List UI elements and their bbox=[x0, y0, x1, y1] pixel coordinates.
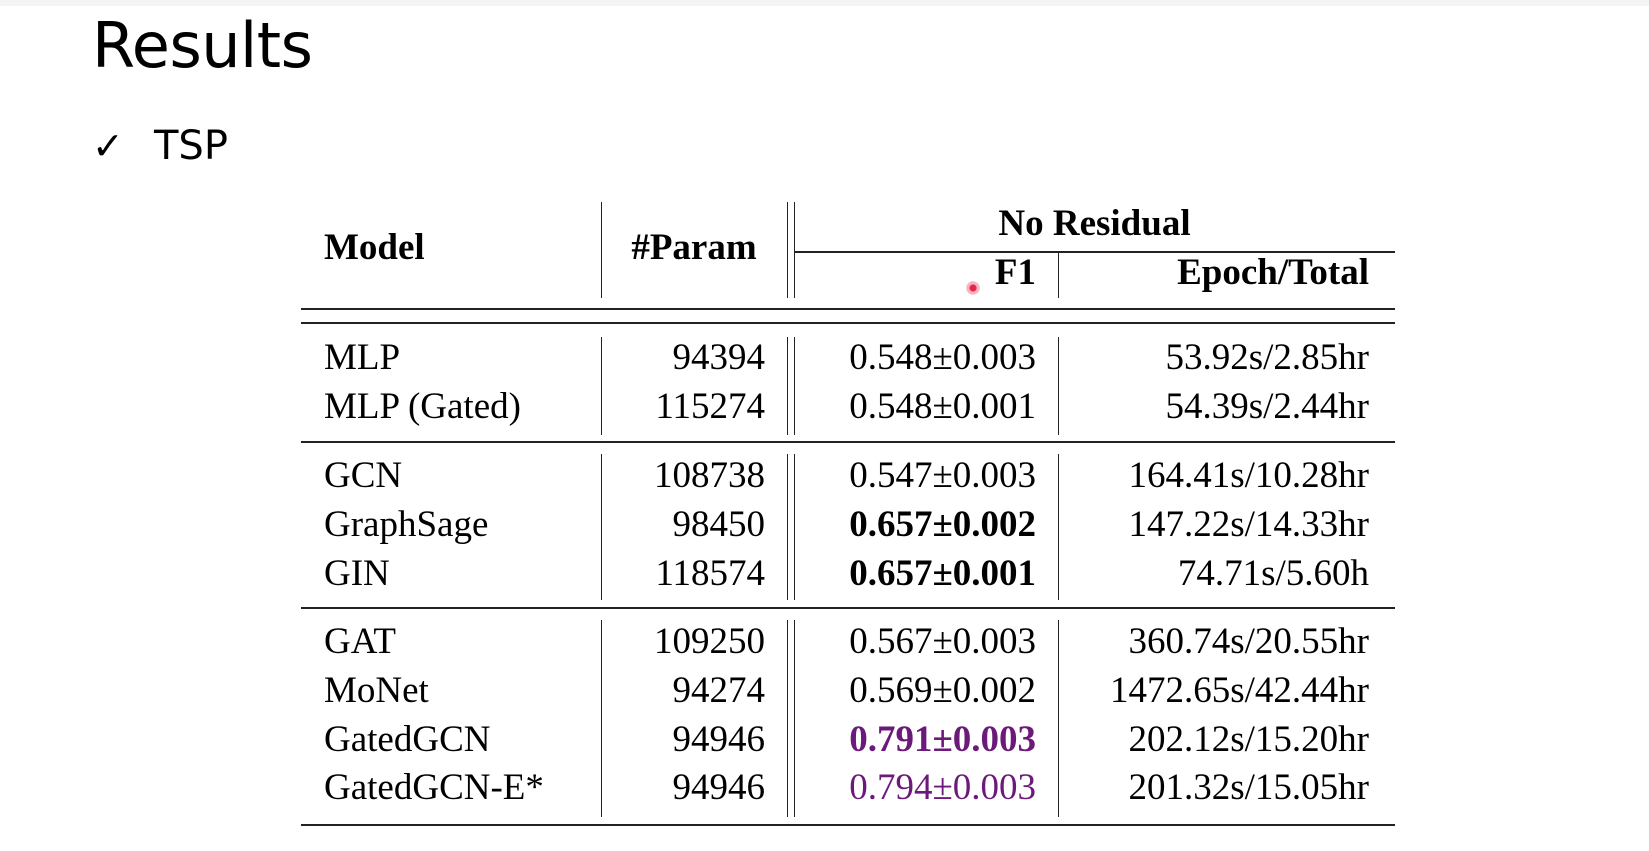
col-sep bbox=[787, 620, 788, 817]
col-sep-model bbox=[601, 202, 602, 298]
cell-model: GraphSage bbox=[324, 504, 489, 545]
cell-f1: 0.547±0.003 bbox=[849, 455, 1036, 496]
header-rule-2 bbox=[301, 322, 1395, 324]
cell-param: 94274 bbox=[672, 670, 765, 711]
cell-param: 109250 bbox=[654, 621, 765, 662]
col-sep bbox=[601, 620, 602, 817]
cell-param: 98450 bbox=[672, 504, 765, 545]
col-sep bbox=[787, 454, 788, 600]
bullet-text: TSP bbox=[154, 123, 228, 169]
col-sep-f1 bbox=[1058, 253, 1059, 298]
cell-time: 201.32s/15.05hr bbox=[1128, 767, 1369, 808]
cell-time: 74.71s/5.60h bbox=[1177, 553, 1369, 594]
cell-model: GAT bbox=[324, 621, 396, 662]
cell-time: 53.92s/2.85hr bbox=[1165, 337, 1369, 378]
slide-title: Results bbox=[92, 9, 313, 82]
cell-f1: 0.657±0.002 bbox=[849, 504, 1036, 545]
cell-param: 94946 bbox=[672, 719, 765, 760]
col-sep bbox=[1058, 454, 1059, 600]
header-no-residual: No Residual bbox=[998, 203, 1191, 244]
cell-time: 360.74s/20.55hr bbox=[1128, 621, 1369, 662]
cell-time: 147.22s/14.33hr bbox=[1128, 504, 1369, 545]
col-sep bbox=[787, 337, 788, 435]
col-sep bbox=[1058, 337, 1059, 435]
cell-f1: 0.657±0.001 bbox=[849, 553, 1036, 594]
cell-f1: 0.548±0.001 bbox=[849, 386, 1036, 427]
cell-model: MLP bbox=[324, 337, 401, 378]
table-bottom-rule bbox=[301, 824, 1395, 826]
cell-param: 94394 bbox=[672, 337, 765, 378]
cell-time: 202.12s/15.20hr bbox=[1128, 719, 1369, 760]
cell-time: 164.41s/10.28hr bbox=[1128, 455, 1369, 496]
col-sep bbox=[794, 454, 795, 600]
cell-f1: 0.567±0.003 bbox=[849, 621, 1036, 662]
laser-pointer-dot-icon bbox=[966, 281, 980, 295]
cell-model: GIN bbox=[324, 553, 390, 594]
col-sep-param-a bbox=[787, 202, 788, 298]
cell-model: GatedGCN-E* bbox=[324, 767, 544, 808]
col-sep bbox=[794, 620, 795, 817]
header-param: #Param bbox=[631, 227, 757, 268]
col-sep bbox=[601, 454, 602, 600]
cell-param: 108738 bbox=[654, 455, 765, 496]
cell-time: 54.39s/2.44hr bbox=[1165, 386, 1369, 427]
cell-param: 118574 bbox=[655, 553, 765, 594]
cell-time: 1472.65s/42.44hr bbox=[1110, 670, 1369, 711]
checkmark-icon: ✓ bbox=[92, 124, 124, 168]
group-rule-2 bbox=[301, 607, 1395, 609]
header-model: Model bbox=[324, 227, 425, 268]
cell-model: MLP (Gated) bbox=[324, 386, 521, 427]
header-f1: F1 bbox=[994, 252, 1036, 293]
cell-f1: 0.548±0.003 bbox=[849, 337, 1036, 378]
cell-model: GatedGCN bbox=[324, 719, 491, 760]
cell-model: GCN bbox=[324, 455, 403, 496]
cell-model: MoNet bbox=[324, 670, 429, 711]
header-epoch-total: Epoch/Total bbox=[1177, 252, 1369, 293]
cell-param: 115274 bbox=[655, 386, 765, 427]
cell-f1: 0.569±0.002 bbox=[849, 670, 1036, 711]
col-sep bbox=[601, 337, 602, 435]
group-rule-1 bbox=[301, 441, 1395, 443]
col-sep bbox=[1058, 620, 1059, 817]
cell-param: 94946 bbox=[672, 767, 765, 808]
cell-f1: 0.791±0.003 bbox=[849, 719, 1036, 760]
cell-f1: 0.794±0.003 bbox=[849, 767, 1036, 808]
header-rule-1 bbox=[301, 308, 1395, 310]
col-sep bbox=[794, 337, 795, 435]
